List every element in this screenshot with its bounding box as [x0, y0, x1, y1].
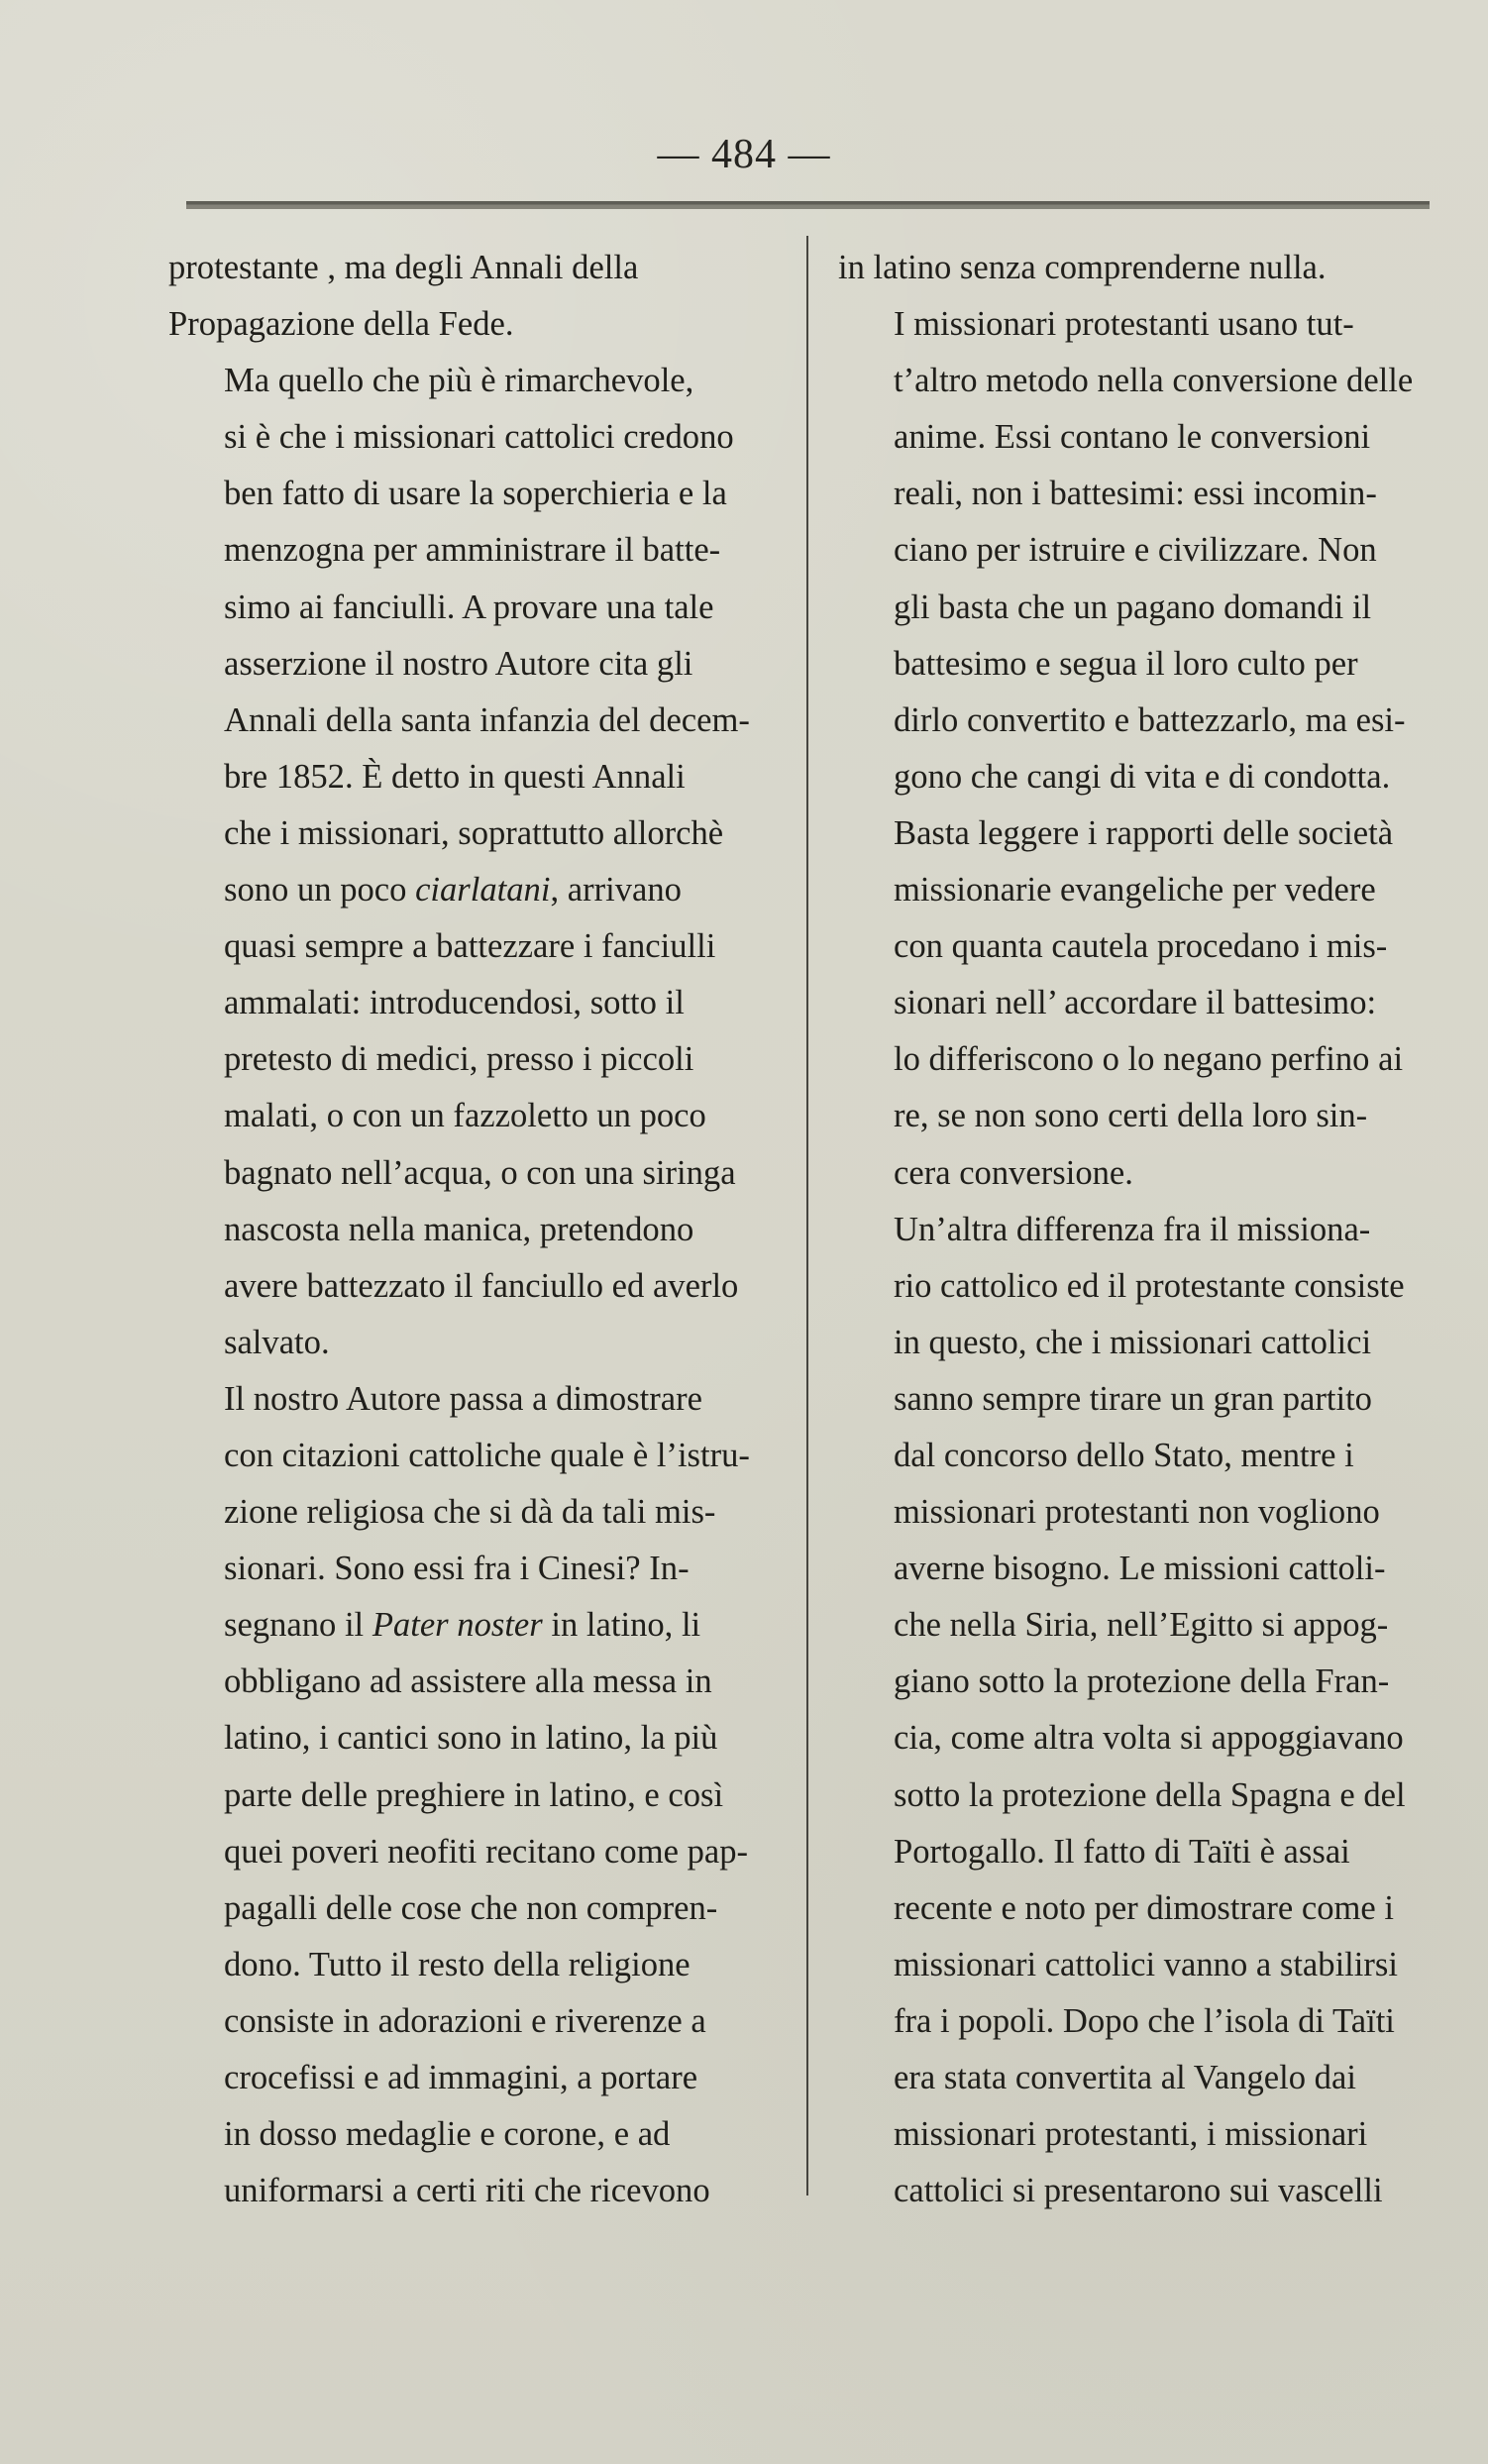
left-line-with-italic: [168, 862, 778, 918]
right-line: Un’altra differenza fra il missiona-: [894, 1210, 1371, 1248]
right-column: [838, 240, 1442, 2219]
left-line: latino, i cantici sono in latino, la più: [224, 1719, 718, 1758]
left-paragraph-1: [168, 240, 778, 353]
right-line: anime. Essi contano le conversioni: [894, 418, 1371, 457]
right-line: Basta leggere i rapporti delle società: [894, 813, 1394, 852]
left-line-with-italic: [168, 1597, 778, 1654]
right-line: missionari protestanti, i missionari: [894, 2115, 1368, 2154]
left-line: ammalati: introducendosi, sotto il: [224, 984, 685, 1022]
right-line: giano sotto la protezione della Fran-: [894, 1662, 1390, 1701]
right-line: fra i popoli. Dopo che l’isola di Taïti: [894, 2001, 1395, 2040]
right-line: Portogallo. Il fatto di Taïti è assai: [894, 1832, 1350, 1871]
page-number: — 484 —: [657, 132, 831, 177]
left-line: consiste in adorazioni e riverenze a: [224, 2001, 706, 2040]
left-line: avere battezzato il fanciullo ed averlo: [224, 1266, 739, 1305]
right-line: dirlo convertito e battezzarlo, ma esi-: [894, 700, 1406, 739]
right-line: in questo, che i missionari cattolici: [894, 1323, 1372, 1361]
right-line: lo differiscono o lo negano perfino ai: [894, 1040, 1404, 1079]
left-line: sionari. Sono essi fra i Cinesi? In-: [224, 1550, 690, 1588]
left-line: crocefissi e ad immagini, a portare: [224, 2059, 698, 2096]
right-line: dal concorso dello Stato, mentre i: [894, 1436, 1354, 1474]
left-line-fragment: in latino, li: [542, 1606, 701, 1645]
left-line: quei poveri neofiti recitano come pap-: [224, 1832, 749, 1871]
left-line: quasi sempre a battezzare i fanciulli: [224, 927, 716, 966]
right-paragraph-3: [838, 1202, 1442, 2220]
right-line: sionari nell’ accordare il battesimo:: [894, 984, 1377, 1022]
left-column: [168, 240, 778, 2219]
column-divider: [806, 236, 808, 2196]
right-line: gono che cangi di vita e di condotta.: [894, 757, 1391, 796]
left-line: simo ai fanciulli. A provare una tale: [224, 588, 714, 626]
right-line: cattolici si presentarono sui vascelli: [894, 2172, 1383, 2210]
right-line: che nella Siria, nell’Egitto si appog-: [894, 1606, 1389, 1645]
left-paragraph-3: [168, 1371, 778, 2219]
right-line: sotto la protezione della Spagna e del: [894, 1775, 1406, 1814]
right-line: missionari cattolici vanno a stabilirsi: [894, 1945, 1398, 1983]
italic-word: ciarlatani: [415, 871, 551, 910]
left-line: si è che i missionari cattolici credono: [224, 418, 734, 457]
left-line: parte delle preghiere in latino, e così: [224, 1775, 724, 1814]
left-line: bre 1852. È detto in questi Annali: [224, 757, 686, 796]
left-line: protestante , ma degli Annali della: [168, 249, 639, 286]
left-line: salvato.: [224, 1323, 330, 1361]
right-line: sanno sempre tirare un gran partito: [894, 1379, 1372, 1418]
left-line: bagnato nell’acqua, o con una siringa: [224, 1153, 736, 1192]
left-line: pretesto di medici, presso i piccoli: [224, 1040, 694, 1079]
left-line: asserzione il nostro Autore cita gli: [224, 644, 693, 683]
right-line: cera conversione.: [894, 1153, 1133, 1192]
header-rule: [186, 201, 1430, 209]
left-line: malati, o con un fazzoletto un poco: [224, 1097, 706, 1135]
right-line: era stata convertita al Vangelo dai: [894, 2059, 1356, 2096]
right-line: rio cattolico ed il protestante consiste: [894, 1266, 1405, 1305]
left-paragraph-2: [168, 353, 778, 1371]
right-line: recente e noto per dimostrare come i: [894, 1888, 1394, 1927]
left-line: con citazioni cattoliche quale è l’istru-: [224, 1436, 750, 1474]
left-line: menzogna per amministrare il batte-: [224, 531, 721, 570]
right-line: cia, come altra volta si appoggiavano: [894, 1719, 1404, 1758]
left-line: in dosso medaglie e corone, e ad: [224, 2115, 671, 2154]
left-line-fragment: sono un poco: [224, 871, 416, 910]
right-line: t’altro metodo nella conversione delle: [894, 362, 1414, 400]
left-line: pagalli delle cose che non compren-: [224, 1888, 718, 1927]
right-line: averne bisogno. Le missioni cattoli-: [894, 1550, 1386, 1588]
right-line: missionarie evangeliche per vedere: [894, 871, 1376, 910]
right-paragraph-2: [838, 296, 1442, 1202]
left-line: uniformarsi a certi riti che ricevono: [224, 2172, 710, 2210]
left-line: ben fatto di usare la soperchieria e la: [224, 475, 727, 513]
left-line: Propagazione della Fede.: [168, 305, 514, 344]
right-line: re, se non sono certi della loro sin-: [894, 1097, 1368, 1135]
right-line: I missionari protestanti usano tut-: [894, 305, 1354, 344]
left-line: Ma quello che più è rimarchevole,: [224, 362, 694, 400]
right-line: battesimo e segua il loro culto per: [894, 644, 1358, 683]
left-line: zione religiosa che si dà da tali mis-: [224, 1493, 716, 1532]
left-line-fragment: , arrivano: [550, 871, 682, 910]
right-line: in latino senza comprenderne nulla.: [838, 249, 1327, 286]
right-line: gli basta che un pagano domandi il: [894, 588, 1372, 626]
left-line: che i missionari, soprattutto allorchè: [224, 813, 724, 852]
right-line: reali, non i battesimi: essi incomin-: [894, 475, 1377, 513]
right-line: con quanta cautela procedano i mis-: [894, 927, 1388, 966]
right-paragraph-1: [838, 240, 1442, 296]
left-line: Annali della santa infanzia del decem-: [224, 700, 750, 739]
right-line: missionari protestanti non vogliono: [894, 1493, 1380, 1532]
left-line: obbligano ad assistere alla messa in: [224, 1662, 712, 1701]
left-line: Il nostro Autore passa a dimostrare: [224, 1379, 703, 1418]
left-line: nascosta nella manica, pretendono: [224, 1210, 694, 1248]
left-line-fragment: segnano il: [224, 1606, 372, 1645]
left-line: dono. Tutto il resto della religione: [224, 1945, 691, 1983]
right-line: ciano per istruire e civilizzare. Non: [894, 531, 1377, 570]
italic-phrase: Pater noster: [372, 1606, 543, 1645]
